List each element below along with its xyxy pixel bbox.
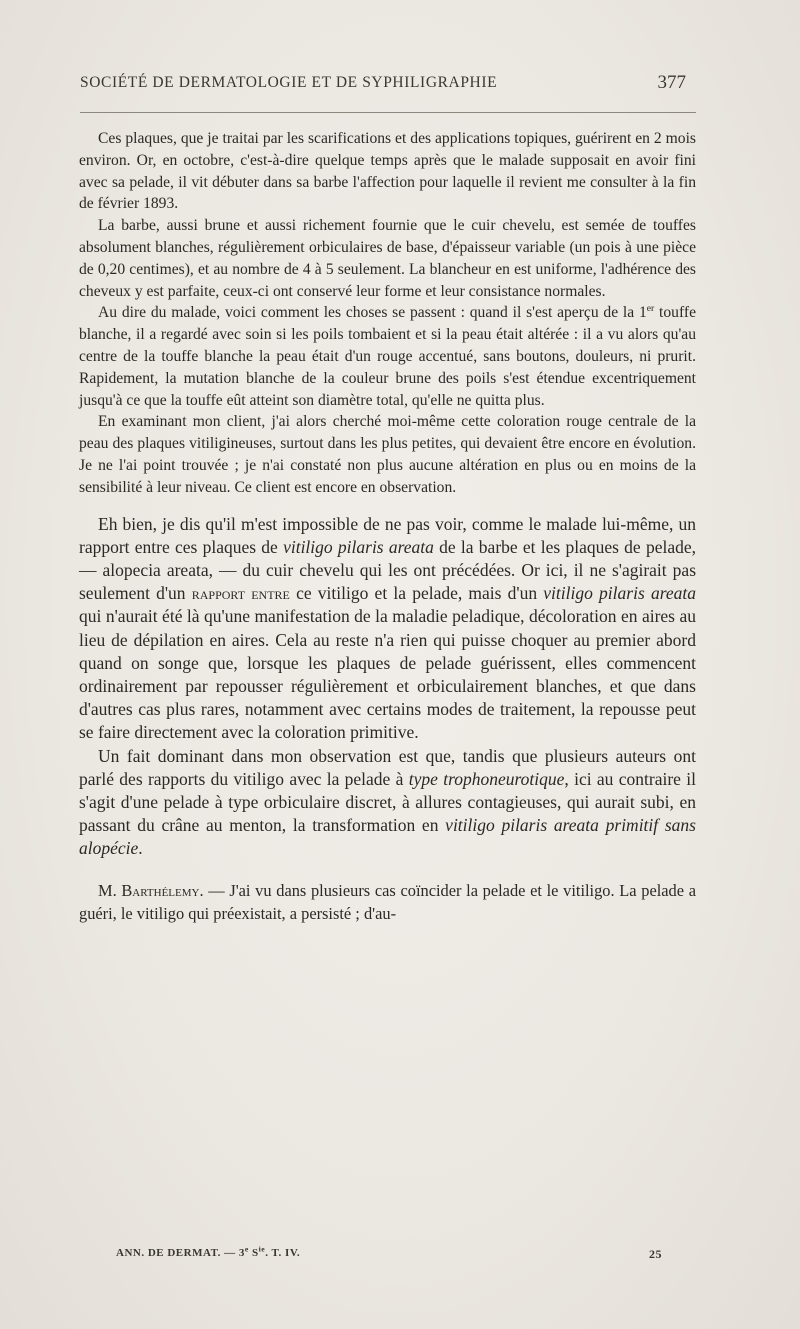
journal-signature xyxy=(116,1244,301,1259)
text-run: Au dire du malade, voici comment les choses se passent : quand il s'est aperçu de la 1 xyxy=(98,304,647,322)
superscript: ie xyxy=(258,1244,266,1254)
text-run: qui n'aurait été là qu'une manifestation de la maladie peladique, décoloration en aires au lieu de dépilation en aires. Cela au reste n'a rien qui puisse choquer au premier abord quand on songe que, lorsque les plaques de pelade guérissent, elles commencent ordinairement par repousser régulièrement et orbiculairement blanches, et que dans d'autres cas plus rares, notamment avec certains modes de traitement, la repousse peut se faire directement avec la coloration primitive. xyxy=(79,606,696,743)
italic-term: vitiligo pilaris areata xyxy=(283,536,434,557)
text-run: , ici au contraire il s'agit d'une pelade à type orbiculaire discret, à allures contagieuses, qui aurait subi, en passant du crâne au menton, la transformation en xyxy=(79,768,696,836)
discussion xyxy=(79,513,696,861)
page-footer xyxy=(116,1244,662,1261)
italic-term: vitiligo pilaris areata xyxy=(543,583,696,604)
text-run: ce vitiligo et la pelade, mais d'un xyxy=(289,583,544,604)
paragraph xyxy=(79,302,696,411)
speaker-name: M. Barthélemy. xyxy=(98,880,204,900)
text-run: ANN. DE DERMAT. — 3 xyxy=(116,1247,245,1259)
text-run: Eh bien, je dis qu'il m'est impossible de ne pas voir, comme le malade lui-même, un rapport entre ces plaques de xyxy=(79,513,696,557)
running-header xyxy=(80,74,696,92)
case-observation xyxy=(79,128,696,499)
header-rule xyxy=(80,112,696,113)
paragraph: Ces plaques, que je traitai par les scarifications et des applications topiques, guérirent en 2 mois environ. Or, en octobre, c'est-à-dire quelque temps après que le malade supposait en avoir fini avec sa pelade, il vit débuter dans sa barbe l'affection pour laquelle il revient me consulter à la fin de février 1893. xyxy=(79,130,696,213)
text-run: de la barbe et les plaques de pelade, — alopecia areata, — du cuir chevelu qui les ont précédées. Or ici, il ne s'agirait pas seulement d'un xyxy=(79,536,696,604)
text-run: . T. IV. xyxy=(265,1247,301,1259)
page-number: 377 xyxy=(657,72,686,93)
text-run: S xyxy=(248,1247,259,1259)
paragraph xyxy=(79,745,696,861)
text-run: Un fait dominant dans mon observation est que, tandis que plusieurs auteurs ont parlé des rapports du vitiligo avec la pelade à xyxy=(79,745,696,789)
running-title: SOCIÉTÉ DE DERMATOLOGIE ET DE SYPHILIGRAPHIE xyxy=(80,74,498,91)
remark xyxy=(79,879,696,925)
text-run: . xyxy=(138,838,143,859)
small-caps-term: rapport entre xyxy=(191,583,290,604)
text-run: touffe blanche, il a regardé avec soin si les poils tombaient et si la peau était altérée : il a vu alors qu'au centre de la touffe blanche la peau était d'un rouge accentué, sans boutons, douleurs, ni prurit. Rapidement, la mutation blanche de la couleur brune des poils s'est étendue excentriquement jusqu'à ce que la touffe eût atteint son diamètre total, qu'elle ne quitta plus. xyxy=(79,304,696,409)
page-body xyxy=(79,128,696,925)
paragraph xyxy=(79,879,696,925)
superscript: er xyxy=(646,303,655,315)
superscript: e xyxy=(244,1244,249,1254)
text-run: — J'ai vu dans plusieurs cas coïncider la pelade et le vitiligo. La pelade a guéri, le vitiligo qui préexistait, a persisté ; d'au- xyxy=(79,880,696,923)
paragraph: En examinant mon client, j'ai alors cherché moi-même cette coloration rouge centrale de la peau des plaques vitiligineuses, surtout dans les plus petites, qui devaient être encore en évolution. Je ne l'ai point trouvée ; je n'ai constaté non plus aucune altération en plus ou en moins de la sensibilité à leur niveau. Ce client est encore en observation. xyxy=(79,413,696,496)
paragraph: La barbe, aussi brune et aussi richement fournie que le cuir chevelu, est semée de touffes absolument blanches, régulièrement orbiculaires de base, d'épaisseur variable (un pois à une pièce de 0,20 centimes), et au nombre de 4 à 5 seulement. La blancheur en est uniforme, l'adhérence des cheveux y est parfaite, ceux-ci ont conservé leur forme et leur consistance normales. xyxy=(79,217,696,300)
paragraph xyxy=(79,513,696,745)
italic-term: vitiligo pilaris areata primitif sans alopécie xyxy=(79,815,696,859)
sheet-signature: 25 xyxy=(649,1247,662,1261)
italic-term: type trophoneurotique xyxy=(408,768,565,789)
